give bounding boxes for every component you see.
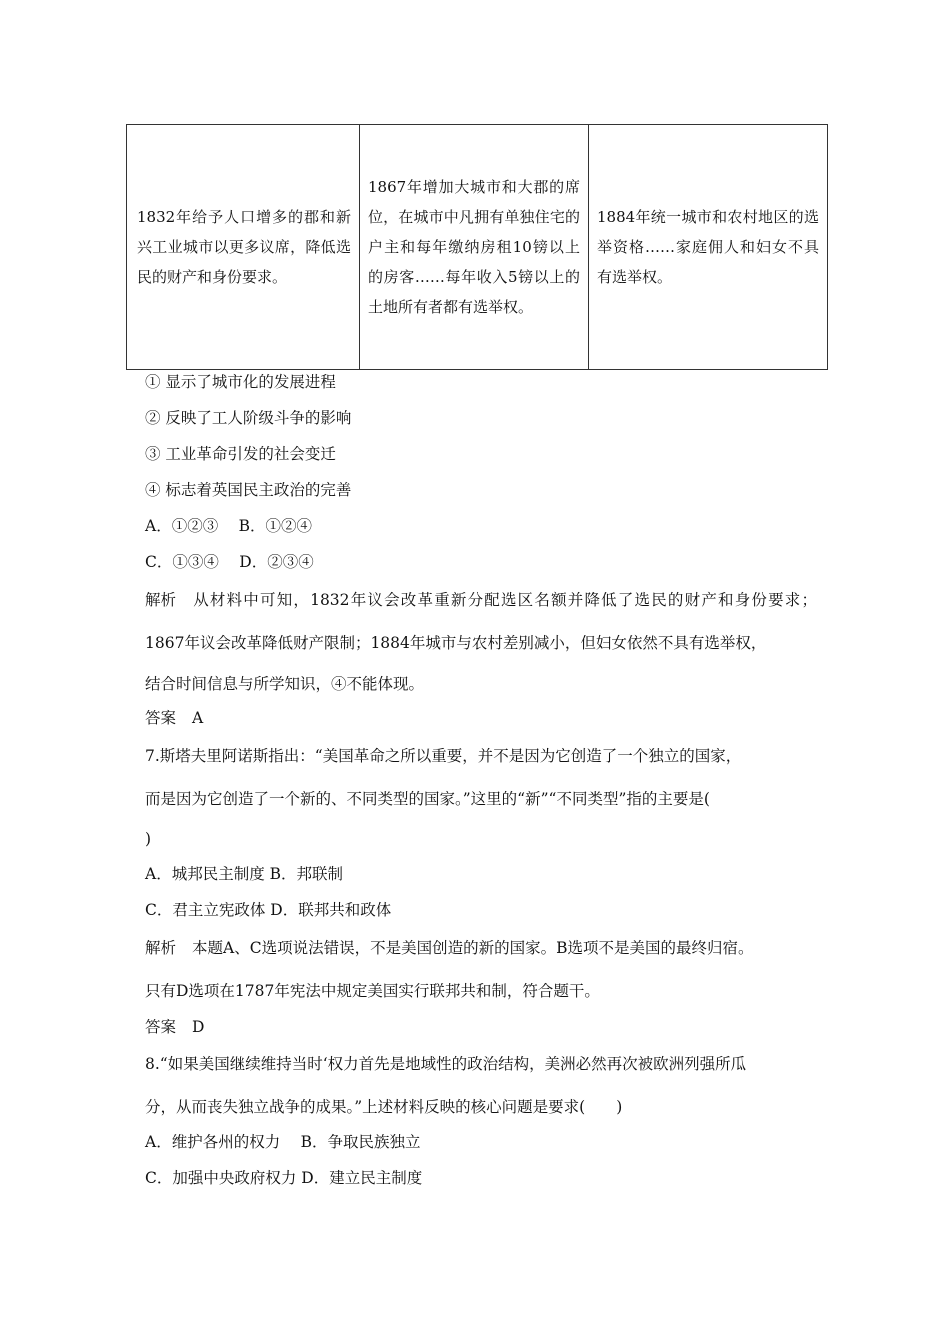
analysis-label: 解析 [145, 591, 177, 609]
q6-answer [145, 707, 203, 729]
q8-options-cd: C．加强中央政府权力 D．建立民主制度 [145, 1169, 423, 1187]
analysis-text: 本题A、C选项说法错误，不是美国创造的新的国家。B选项不是美国的最终归宿。 [192, 939, 754, 957]
q7-analysis-line-2: 只有D选项在1787年宪法中规定美国实行联邦共和制，符合题干。 [145, 982, 600, 1000]
q6-analysis-line-3: 结合时间信息与所学知识，④不能体现。 [145, 675, 425, 693]
q6-analysis-line-1 [145, 589, 817, 611]
q7-stem-line-1: 7.斯塔夫里阿诺斯指出：“美国革命之所以重要，并不是因为它创造了一个独立的国家， [145, 747, 742, 765]
statement-4: ④ 标志着英国民主政治的完善 [145, 481, 352, 499]
analysis-label: 解析 [145, 939, 177, 957]
q7-stem-line-3: ) [145, 830, 152, 848]
statement-2: ② 反映了工人阶级斗争的影响 [145, 409, 352, 427]
answer-label: 答案 [145, 709, 177, 727]
q6-options-cd: C．①③④ D．②③④ [145, 553, 314, 571]
answer-value: D [192, 1018, 205, 1036]
q8-stem-line-2: 分，从而丧失独立战争的成果。”上述材料反映的核心问题是要求( ) [145, 1098, 623, 1116]
table-cell-1867: 1867年增加大城市和大郡的席位，在城市中凡拥有单独住宅的户主和每年缴纳房租10镑以上的房客……每年收入5镑以上的土地所有者都有选举权。 [360, 125, 589, 370]
q7-options-ab: A．城邦民主制度 B．邦联制 [145, 865, 344, 883]
table-row [127, 125, 828, 370]
reform-table [126, 124, 828, 370]
q7-stem-line-2: 而是因为它创造了一个新的、不同类型的国家。”这里的“新”“不同类型”指的主要是( [145, 790, 710, 808]
q6-options-ab: A．①②③ B．①②④ [145, 517, 313, 535]
q7-options-cd: C．君主立宪政体 D．联邦共和政体 [145, 901, 392, 919]
answer-value: A [192, 709, 204, 727]
statement-3: ③ 工业革命引发的社会变迁 [145, 445, 336, 463]
q7-answer [145, 1016, 204, 1038]
q8-stem-line-1: 8.“如果美国继续维持当时‘权力首先是地域性的政治结构，美洲必然再次被欧洲列强所瓜 [145, 1055, 747, 1073]
table-cell-1884: 1884年统一城市和农村地区的选举资格……家庭佣人和妇女不具有选举权。 [589, 125, 828, 370]
statement-1: ① 显示了城市化的发展进程 [145, 373, 336, 391]
analysis-text: 从材料中可知，1832年议会改革重新分配选区名额并降低了选民的财产和身份要求； [192, 591, 817, 609]
q6-analysis-line-2: 1867年议会改革降低财产限制；1884年城市与农村差别减小，但妇女依然不具有选举权， [145, 634, 767, 652]
q7-analysis-line-1 [145, 937, 753, 959]
answer-label: 答案 [145, 1018, 177, 1036]
q8-options-ab: A．维护各州的权力 B．争取民族独立 [145, 1133, 421, 1151]
table-cell-1832: 1832年给予人口增多的郡和新兴工业城市以更多议席，降低选民的财产和身份要求。 [127, 125, 360, 370]
